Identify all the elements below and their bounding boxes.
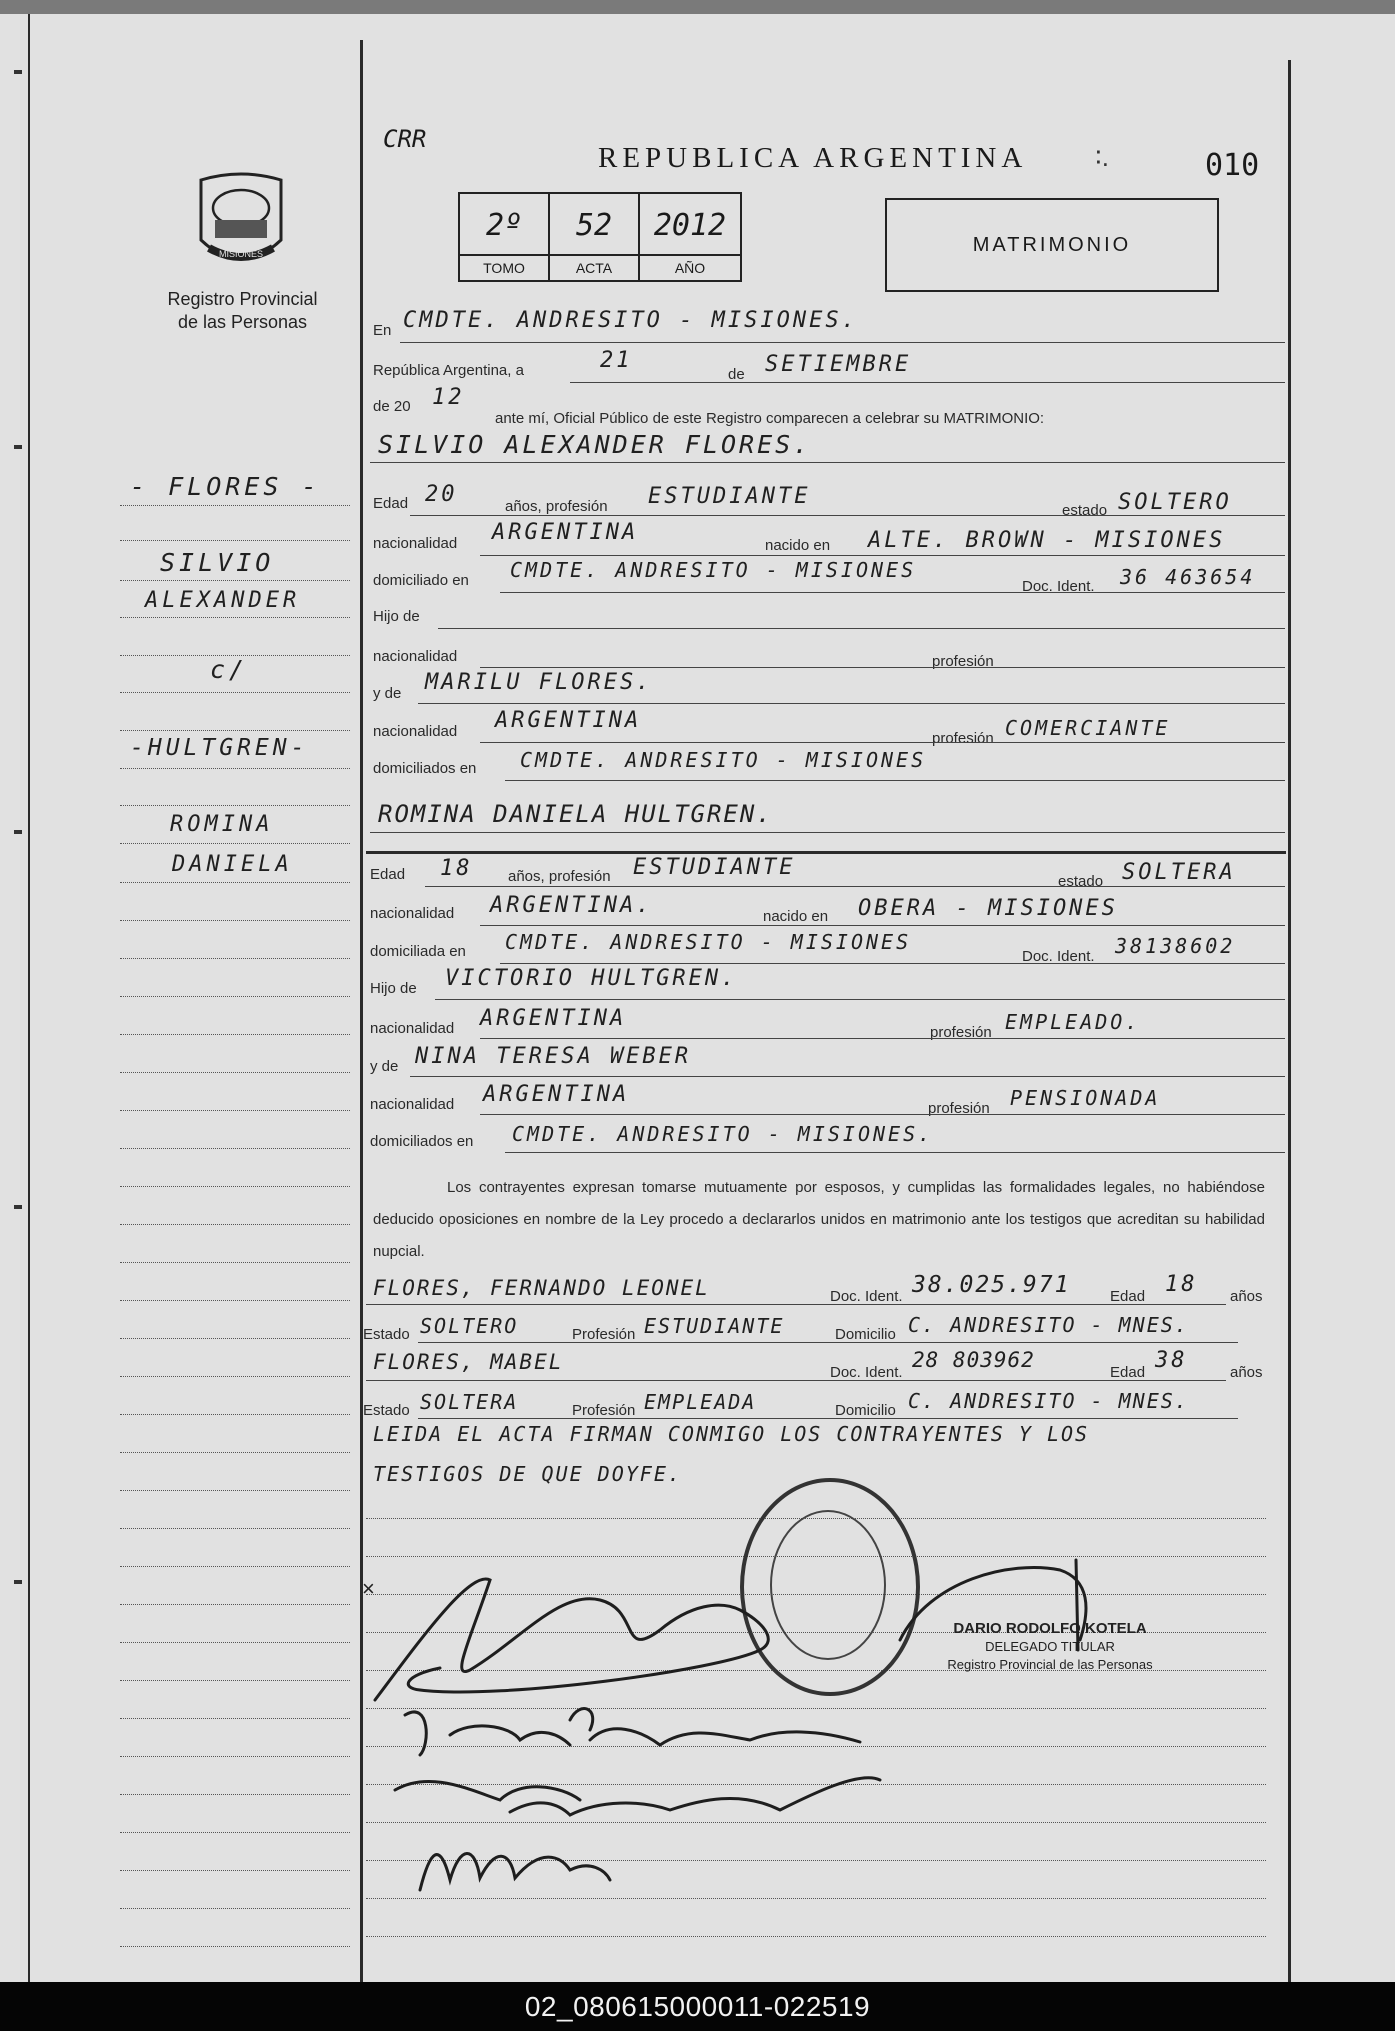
margin-surname-2: -HULTGREN- — [130, 735, 309, 761]
groom-status: SOLTERO — [1118, 490, 1232, 515]
svg-text:MISIONES: MISIONES — [218, 249, 264, 259]
registry-line-1: Registro Provincial — [167, 289, 318, 309]
groom-prof-label: años, profesión — [505, 498, 608, 515]
groom-age-label: Edad — [373, 495, 409, 512]
place-value: CMDTE. ANDRESITO - MISIONES. — [403, 308, 858, 333]
witness2-name: FLORES, MABEL — [373, 1350, 564, 1374]
witness1-address-label: Domicilio — [835, 1326, 896, 1343]
bride-address-label: domiciliada en — [370, 943, 466, 960]
groom-address-label: domiciliado en — [373, 572, 469, 589]
witness1-age: 18 — [1165, 1272, 1198, 1297]
bride-doc-label: Doc. Ident. — [1022, 948, 1095, 965]
witness2-age: 38 — [1155, 1348, 1188, 1373]
groom-mother-profession: COMERCIANTE — [1005, 716, 1171, 740]
signature-mark: × — [362, 1576, 375, 1601]
official-signature — [900, 1560, 1086, 1650]
bride-doc: 38138602 — [1115, 934, 1236, 958]
groom-age: 20 — [425, 482, 458, 507]
bride-mother-label: y de — [370, 1058, 399, 1075]
bride-prof-label: años, profesión — [508, 868, 611, 885]
groom-birthplace: ALTE. BROWN - MISIONES — [868, 528, 1226, 553]
witness2-signature — [420, 1853, 610, 1890]
acta-label: ACTA — [550, 254, 638, 280]
bride-parents-address: CMDTE. ANDRESITO - MISIONES. — [512, 1122, 934, 1146]
witness1-doc: 38.025.971 — [912, 1272, 1071, 1298]
bride-birthplace: OBERA - MISIONES — [858, 896, 1118, 921]
en-label: En — [373, 322, 392, 339]
groom-parents-address: CMDTE. ANDRESITO - MISIONES — [520, 748, 927, 772]
groom-born-label: nacido en — [765, 537, 831, 554]
bride-status: SOLTERA — [1122, 860, 1236, 885]
witness1-status-label: Estado — [363, 1326, 410, 1343]
witness2-prof-label: Profesión — [572, 1402, 636, 1419]
witness2-years-label: años — [1230, 1364, 1263, 1381]
witness1-prof-label: Profesión — [572, 1326, 636, 1343]
anio-value: 2012 — [653, 208, 727, 243]
official-name: DARIO RODOLFO KOTELA — [953, 1620, 1147, 1637]
groom-doc: 36 463654 — [1120, 565, 1256, 589]
intro-statement: ante mí, Oficial Público de este Registro comparecen a celebrar su MATRIMONIO: — [495, 410, 1045, 427]
scan-id-footer: 02_080615000011-022519 — [0, 1982, 1395, 2031]
title-dots: ∶. — [1095, 142, 1109, 172]
bride-name: ROMINA DANIELA HULTGREN. — [378, 800, 773, 828]
registry-line-2: de las Personas — [177, 312, 308, 332]
witness2-age-label: Edad — [1110, 1364, 1146, 1381]
witness1-address: C. ANDRESITO - MNES. — [908, 1313, 1189, 1337]
witness2-doc-label: Doc. Ident. — [830, 1364, 903, 1381]
month-value: SETIEMBRE — [765, 352, 912, 377]
witness1-profession: ESTUDIANTE — [644, 1314, 785, 1338]
bride-mother-profession: PENSIONADA — [1010, 1086, 1161, 1110]
bride-nationality: ARGENTINA. — [490, 893, 653, 918]
groom-name: SILVIO ALEXANDER FLORES. — [378, 430, 812, 459]
groom-mother-label: y de — [373, 685, 402, 702]
groom-father-nat-label: nacionalidad — [373, 648, 458, 665]
bride-mother: NINA TERESA WEBER — [415, 1044, 692, 1069]
official-office: Registro Provincial de las Personas — [947, 1657, 1153, 1672]
groom-mother-prof-label: profesión — [932, 730, 994, 747]
groom-parents-address-label: domiciliados en — [373, 760, 477, 777]
bride-address: CMDTE. ANDRESITO - MISIONES — [505, 930, 912, 954]
bride-age-label: Edad — [370, 866, 406, 883]
groom-status-label: estado — [1062, 502, 1108, 519]
day-value: 21 — [600, 348, 633, 373]
official-title: DELEGADO TITULAR — [985, 1639, 1115, 1654]
groom-mother-nationality: ARGENTINA — [495, 708, 642, 733]
bride-born-label: nacido en — [763, 908, 829, 925]
margin-surname-1: - FLORES - — [130, 472, 321, 501]
witness1-doc-label: Doc. Ident. — [830, 1288, 903, 1305]
witness1-age-label: Edad — [1110, 1288, 1146, 1305]
groom-nationality: ARGENTINA — [492, 520, 639, 545]
country-title: REPUBLICA ARGENTINA — [598, 142, 1028, 174]
margin-given-2a: ROMINA — [170, 812, 274, 837]
bride-status-label: estado — [1058, 873, 1104, 890]
bride-father-profession: EMPLEADO. — [1005, 1010, 1141, 1034]
de-label: de — [728, 366, 745, 383]
closing-line-2: TESTIGOS DE QUE DOYFE. — [373, 1462, 682, 1486]
margin-given-1a: SILVIO — [160, 548, 275, 577]
page-number: 010 — [1205, 148, 1260, 183]
bride-parents-address-label: domiciliados en — [370, 1133, 474, 1150]
year-prefix: de 20 — [373, 398, 411, 415]
witness1-status: SOLTERO — [420, 1314, 519, 1338]
record-type-box: MATRIMONIO — [885, 198, 1219, 292]
bride-father-nationality: ARGENTINA — [480, 1006, 627, 1031]
groom-father-label: Hijo de — [373, 608, 420, 625]
groom-signature — [375, 1579, 768, 1700]
margin-given-2b: DANIELA — [172, 852, 293, 877]
bride-nat-label: nacionalidad — [370, 905, 455, 922]
margin-conjunction: c/ — [210, 655, 249, 684]
witness1-years-label: años — [1230, 1288, 1263, 1305]
bride-father: VICTORIO HULTGREN. — [445, 966, 738, 991]
witness2-profession: EMPLEADA — [644, 1390, 757, 1414]
witness2-status-label: Estado — [363, 1402, 410, 1419]
witness2-address-label: Domicilio — [835, 1402, 896, 1419]
year-suffix: 12 — [432, 385, 465, 410]
groom-mother: MARILU FLORES. — [425, 670, 653, 695]
margin-given-1b: ALEXANDER — [145, 588, 301, 613]
bride-father-nat-label: nacionalidad — [370, 1020, 455, 1037]
witness2-status: SOLTERA — [420, 1390, 519, 1414]
bride-father-label: Hijo de — [370, 980, 417, 997]
bride-profession: ESTUDIANTE — [633, 855, 796, 880]
witness2-doc: 28 803962 — [912, 1348, 1035, 1372]
groom-doc-label: Doc. Ident. — [1022, 578, 1095, 595]
declaration-text: Los contrayentes expresan tomarse mutuamente por esposos, y cumplidas las formalidades legales, no habiéndose deducido oposiciones en nombre de la Ley procedo a declararlos unidos en matrimonio ante los testigos que acreditan su habilidad nupcial. — [373, 1179, 1265, 1260]
bride-mother-nat-label: nacionalidad — [370, 1096, 455, 1113]
witness1-name: FLORES, FERNANDO LEONEL — [373, 1276, 710, 1300]
bride-mother-nationality: ARGENTINA — [483, 1082, 630, 1107]
groom-mother-nat-label: nacionalidad — [373, 723, 458, 740]
acta-value: 52 — [575, 208, 613, 243]
closing-line-1: LEIDA EL ACTA FIRMAN CONMIGO LOS CONTRAYENTES Y LOS — [373, 1422, 1090, 1446]
initials: CRR — [383, 125, 427, 153]
tomo-label: TOMO — [460, 254, 548, 280]
bride-signature — [405, 1709, 860, 1755]
groom-father-prof-label: profesión — [932, 653, 994, 670]
bride-mother-prof-label: profesión — [928, 1100, 990, 1117]
tomo-value: 2º — [485, 208, 523, 243]
republic-label: República Argentina, a — [373, 362, 524, 379]
bride-father-prof-label: profesión — [930, 1024, 992, 1041]
witness1-signature — [395, 1778, 880, 1815]
groom-profession: ESTUDIANTE — [648, 484, 811, 509]
groom-address: CMDTE. ANDRESITO - MISIONES — [510, 558, 917, 582]
witness2-address: C. ANDRESITO - MNES. — [908, 1389, 1189, 1413]
anio-label: AÑO — [640, 254, 740, 280]
groom-nat-label: nacionalidad — [373, 535, 458, 552]
bride-age: 18 — [440, 856, 473, 881]
